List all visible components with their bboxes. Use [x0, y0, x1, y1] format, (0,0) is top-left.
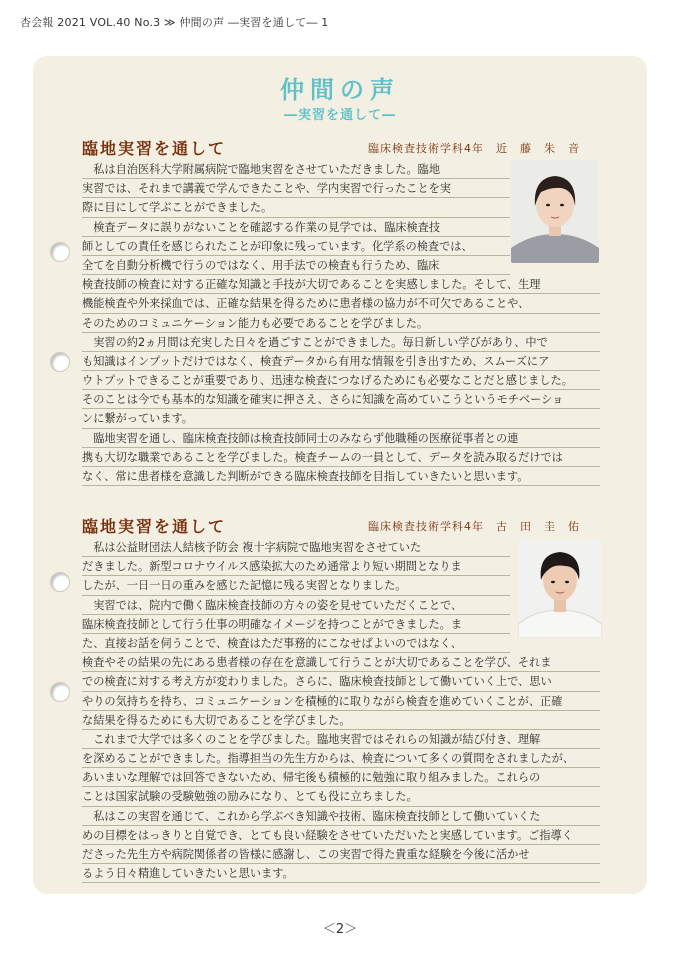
banner-subtitle: ―実習を通して― — [283, 108, 396, 123]
text-line: ことは国家試験の受験勉強の励みになり、とても役に立ちました。 — [82, 787, 600, 806]
text-line: 臨床検査技師として行う仕事の明確なイメージを持つことができました。ま — [82, 615, 510, 634]
text-line: ウトプットできることが重要であり、迅速な検査につなげるためにも必要なことだと感じました。 — [82, 371, 600, 390]
text-line: 検査データに誤りがないことを確認する作業の見学では、臨床検査技 — [82, 218, 510, 237]
article-2-title: 臨地実習を通して — [82, 517, 227, 536]
text-line: 私は公益財団法人結核予防会 複十字病院で臨地実習をさせていた — [82, 538, 510, 557]
text-line: も知識はインプットだけではなく、検査データから有用な情報を引き出すため、スムーズにア — [82, 352, 600, 371]
text-line: 実習では、院内で働く臨床検査技師の方々の姿を見せていただくことで、 — [82, 596, 510, 615]
text-line: やりの気持ちを持ち、コミュニケーションを積極的に取りながら検査を進めていくことが、正確 — [82, 692, 600, 711]
text-line: た、直接お話を伺うことで、検査はただ事務的にこなせばよいのではなく、 — [82, 634, 510, 653]
article-2-author: 臨床検査技術学科4年 古 田 圭 佑 — [368, 520, 580, 533]
text-line: あいまいな理解では回答できないため、帰宅後も積極的に勉強に取り組みました。これらの — [82, 768, 600, 787]
text-line: 携も大切な職業であることを学びました。検査チームの一員として、データを読み取るだけでは — [82, 448, 600, 467]
text-line: これまで大学では多くのことを学びました。臨地実習ではそれらの知識が結び付き、理解 — [82, 730, 600, 749]
binder-hole-1 — [50, 242, 70, 262]
text-line: したが、一日一日の重みを感じた記憶に残る実習となりました。 — [82, 576, 510, 595]
text-line: めの目標をはっきりと自覚でき、とても良い経験をさせていただいたと実感しています。ご指導く — [82, 826, 600, 845]
text-line: 全てを自動分析機で行うのではなく、用手法での検査も行うため、臨床 — [82, 256, 510, 275]
text-line: 検査やその結果の先にある患者様の存在を意識して行うことが大切であることを学び、それま — [82, 653, 600, 672]
banner-title: 仲間の声 — [280, 76, 400, 104]
text-line: 際に目にして学ぶことができました。 — [82, 198, 510, 217]
text-line: ださった先生方や病院関係者の皆様に感謝し、この実習で得た貴重な経験を今後に活かせ — [82, 845, 600, 864]
text-line: 機能検査や外来採血では、正確な結果を得るために患者様の協力が不可欠であることや、 — [82, 294, 600, 313]
page-number: ＜2＞ — [322, 922, 358, 937]
binder-hole-4 — [50, 682, 70, 702]
article-1-author: 臨床検査技術学科4年 近 藤 朱 音 — [368, 142, 580, 155]
running-head: 杏会報 2021 VOL.40 No.3 ≫ 仲間の声 ―実習を通して― 1 — [20, 16, 329, 29]
text-line: そのことは今でも基本的な知識を確実に押さえ、さらに知識を高めていこうというモチベーショ — [82, 390, 600, 409]
article-1-title: 臨地実習を通して — [82, 139, 227, 158]
binder-hole-3 — [50, 572, 70, 592]
article-2-body — [82, 538, 600, 883]
text-line: ンに繋がっています。 — [82, 409, 600, 428]
text-line: 私は自治医科大学附属病院で臨地実習をさせていただきました。臨地 — [82, 160, 510, 179]
text-line: 実習の約2ヵ月間は充実した日々を過ごすことができました。毎日新しい学びがあり、中で — [82, 333, 600, 352]
text-line: 師としての責任を感じられたことが印象に残っています。化学系の検査では、 — [82, 237, 510, 256]
text-line: 検査技師の検査に対する正確な知識と手技が大切であることを実感しました。そして、生理 — [82, 275, 600, 294]
text-line: なく、常に患者様を意識した判断ができる臨床検査技師を目指していきたいと思います。 — [82, 467, 600, 486]
text-line: を深めることができました。指導担当の先生方からは、検査について多くの質問をされましたが、 — [82, 749, 600, 768]
text-line: そのためのコミュニケーション能力も必要であることを学びました。 — [82, 314, 600, 333]
text-line: での検査に対する考え方が変わりました。さらに、臨床検査技師として働いていく上で、思い — [82, 672, 600, 691]
text-line: な結果を得るためにも大切であることを学びました。 — [82, 711, 600, 730]
text-line: 実習では、それまで講義で学んできたことや、学内実習で行ったことを実 — [82, 179, 510, 198]
text-line: だきました。新型コロナウイルス感染拡大のため通常より短い期間となりま — [82, 557, 510, 576]
text-line: るよう日々精進していきたいと思います。 — [82, 864, 600, 883]
text-line: 私はこの実習を通じて、これから学ぶべき知識や技術、臨床検査技師として働いていくた — [82, 807, 600, 826]
article-1-body — [82, 160, 600, 486]
binder-hole-2 — [50, 352, 70, 372]
text-line: 臨地実習を通し、臨床検査技師は検査技師同士のみならず他職種の医療従事者との連 — [82, 429, 600, 448]
